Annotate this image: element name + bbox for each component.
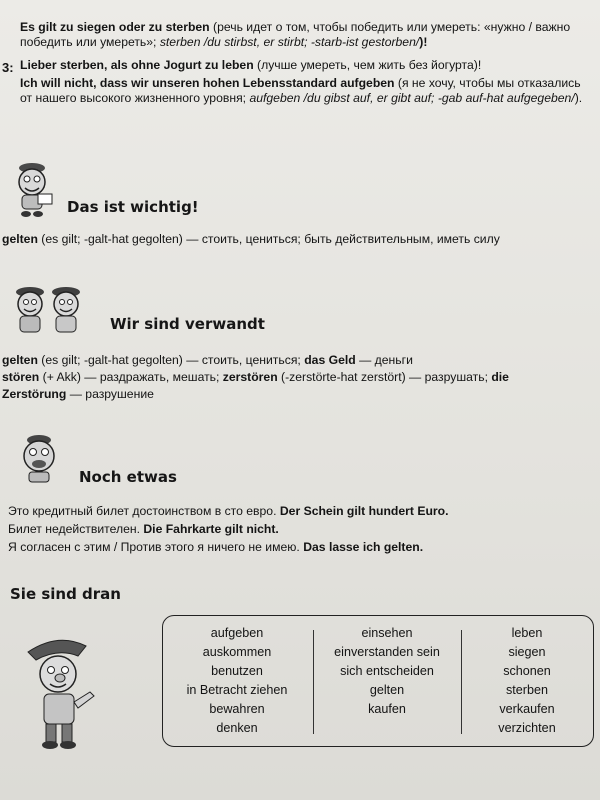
sentence-marker: 3: xyxy=(2,60,14,75)
heading-wir-sind-verwandt: Wir sind verwandt xyxy=(110,315,265,333)
word-item: einsehen xyxy=(361,626,413,640)
definition-gelten: gelten (es gilt; -galt-hat gegolten) — стоить, цениться; быть действительным, иметь силу xyxy=(2,232,500,246)
word-column-2 xyxy=(315,624,459,719)
word-item: verkaufen xyxy=(499,702,555,716)
heading-sie-sind-dran: Sie sind dran xyxy=(10,585,121,603)
word-item: kaufen xyxy=(368,702,406,716)
boy-mascot-icon xyxy=(8,160,56,218)
heading-noch-etwas: Noch etwas xyxy=(79,468,177,486)
example-1: Это кредитный билет достоинством в сто евро. Der Schein gilt hundert Euro. xyxy=(8,504,449,518)
word-item: leben xyxy=(511,626,543,640)
word-item: sich entscheiden xyxy=(340,664,434,678)
word-item: gelten xyxy=(369,683,405,697)
word-item: verzichten xyxy=(498,721,556,735)
word-item: denken xyxy=(216,721,258,735)
word-item: benutzen xyxy=(211,664,263,678)
example-3: Я согласен с этим / Против этого я ничего не имею. Das lasse ich gelten. xyxy=(8,540,424,554)
two-kids-mascot-icon xyxy=(8,282,90,338)
intro-sentence-1: Es gilt zu siegen oder zu sterben (речь идет о том, чтобы победить или умереть: «нужно / важно победить или умереть»; sterben /du stirbst, er stirbt; -starb-ist gestorben/)! xyxy=(20,20,571,50)
column-divider xyxy=(313,630,314,734)
usage-examples xyxy=(8,502,576,556)
word-item: in Betracht ziehen xyxy=(186,683,288,697)
word-item: auskommen xyxy=(202,645,272,659)
word-item: einverstanden sein xyxy=(334,645,440,659)
word-item: schonen xyxy=(503,664,551,678)
word-item: sterben xyxy=(505,683,548,697)
example-2: Билет недействителен. Die Fahrkarte gilt nicht. xyxy=(8,522,279,536)
word-box xyxy=(162,615,594,747)
pointing-boy-mascot-icon xyxy=(18,632,100,752)
intro-sentence-3: Ich will nicht, dass wir unseren hohen Lebensstandard aufgeben (я не хочу, чтобы мы отказались от нашего высокого жизненного уровня; aufgeben /du gibst auf, er gibt auf; -gab auf-hat aufgegeben/). xyxy=(20,76,583,106)
kid-face-mascot-icon xyxy=(14,432,64,484)
word-column-1 xyxy=(163,624,311,738)
intro-sentence-2: Lieber sterben, als ohne Jogurt zu leben (лучше умереть, чем жить без йогурта)! xyxy=(20,58,482,72)
heading-das-ist-wichtig: Das ist wichtig! xyxy=(67,198,199,216)
word-item: siegen xyxy=(508,645,546,659)
word-item: aufgeben xyxy=(210,626,264,640)
related-words: gelten (es gilt; -galt-hat gegolten) — стоить, цениться; das Geld — деньги stören (+ Akk) — раздражать, мешать; zerstören (-zerstörte-hat zerstört) — разрушать; die Zerstörung — разрушение xyxy=(2,353,509,401)
column-divider xyxy=(461,630,462,734)
word-column-3 xyxy=(463,624,591,738)
word-item: bewahren xyxy=(209,702,265,716)
